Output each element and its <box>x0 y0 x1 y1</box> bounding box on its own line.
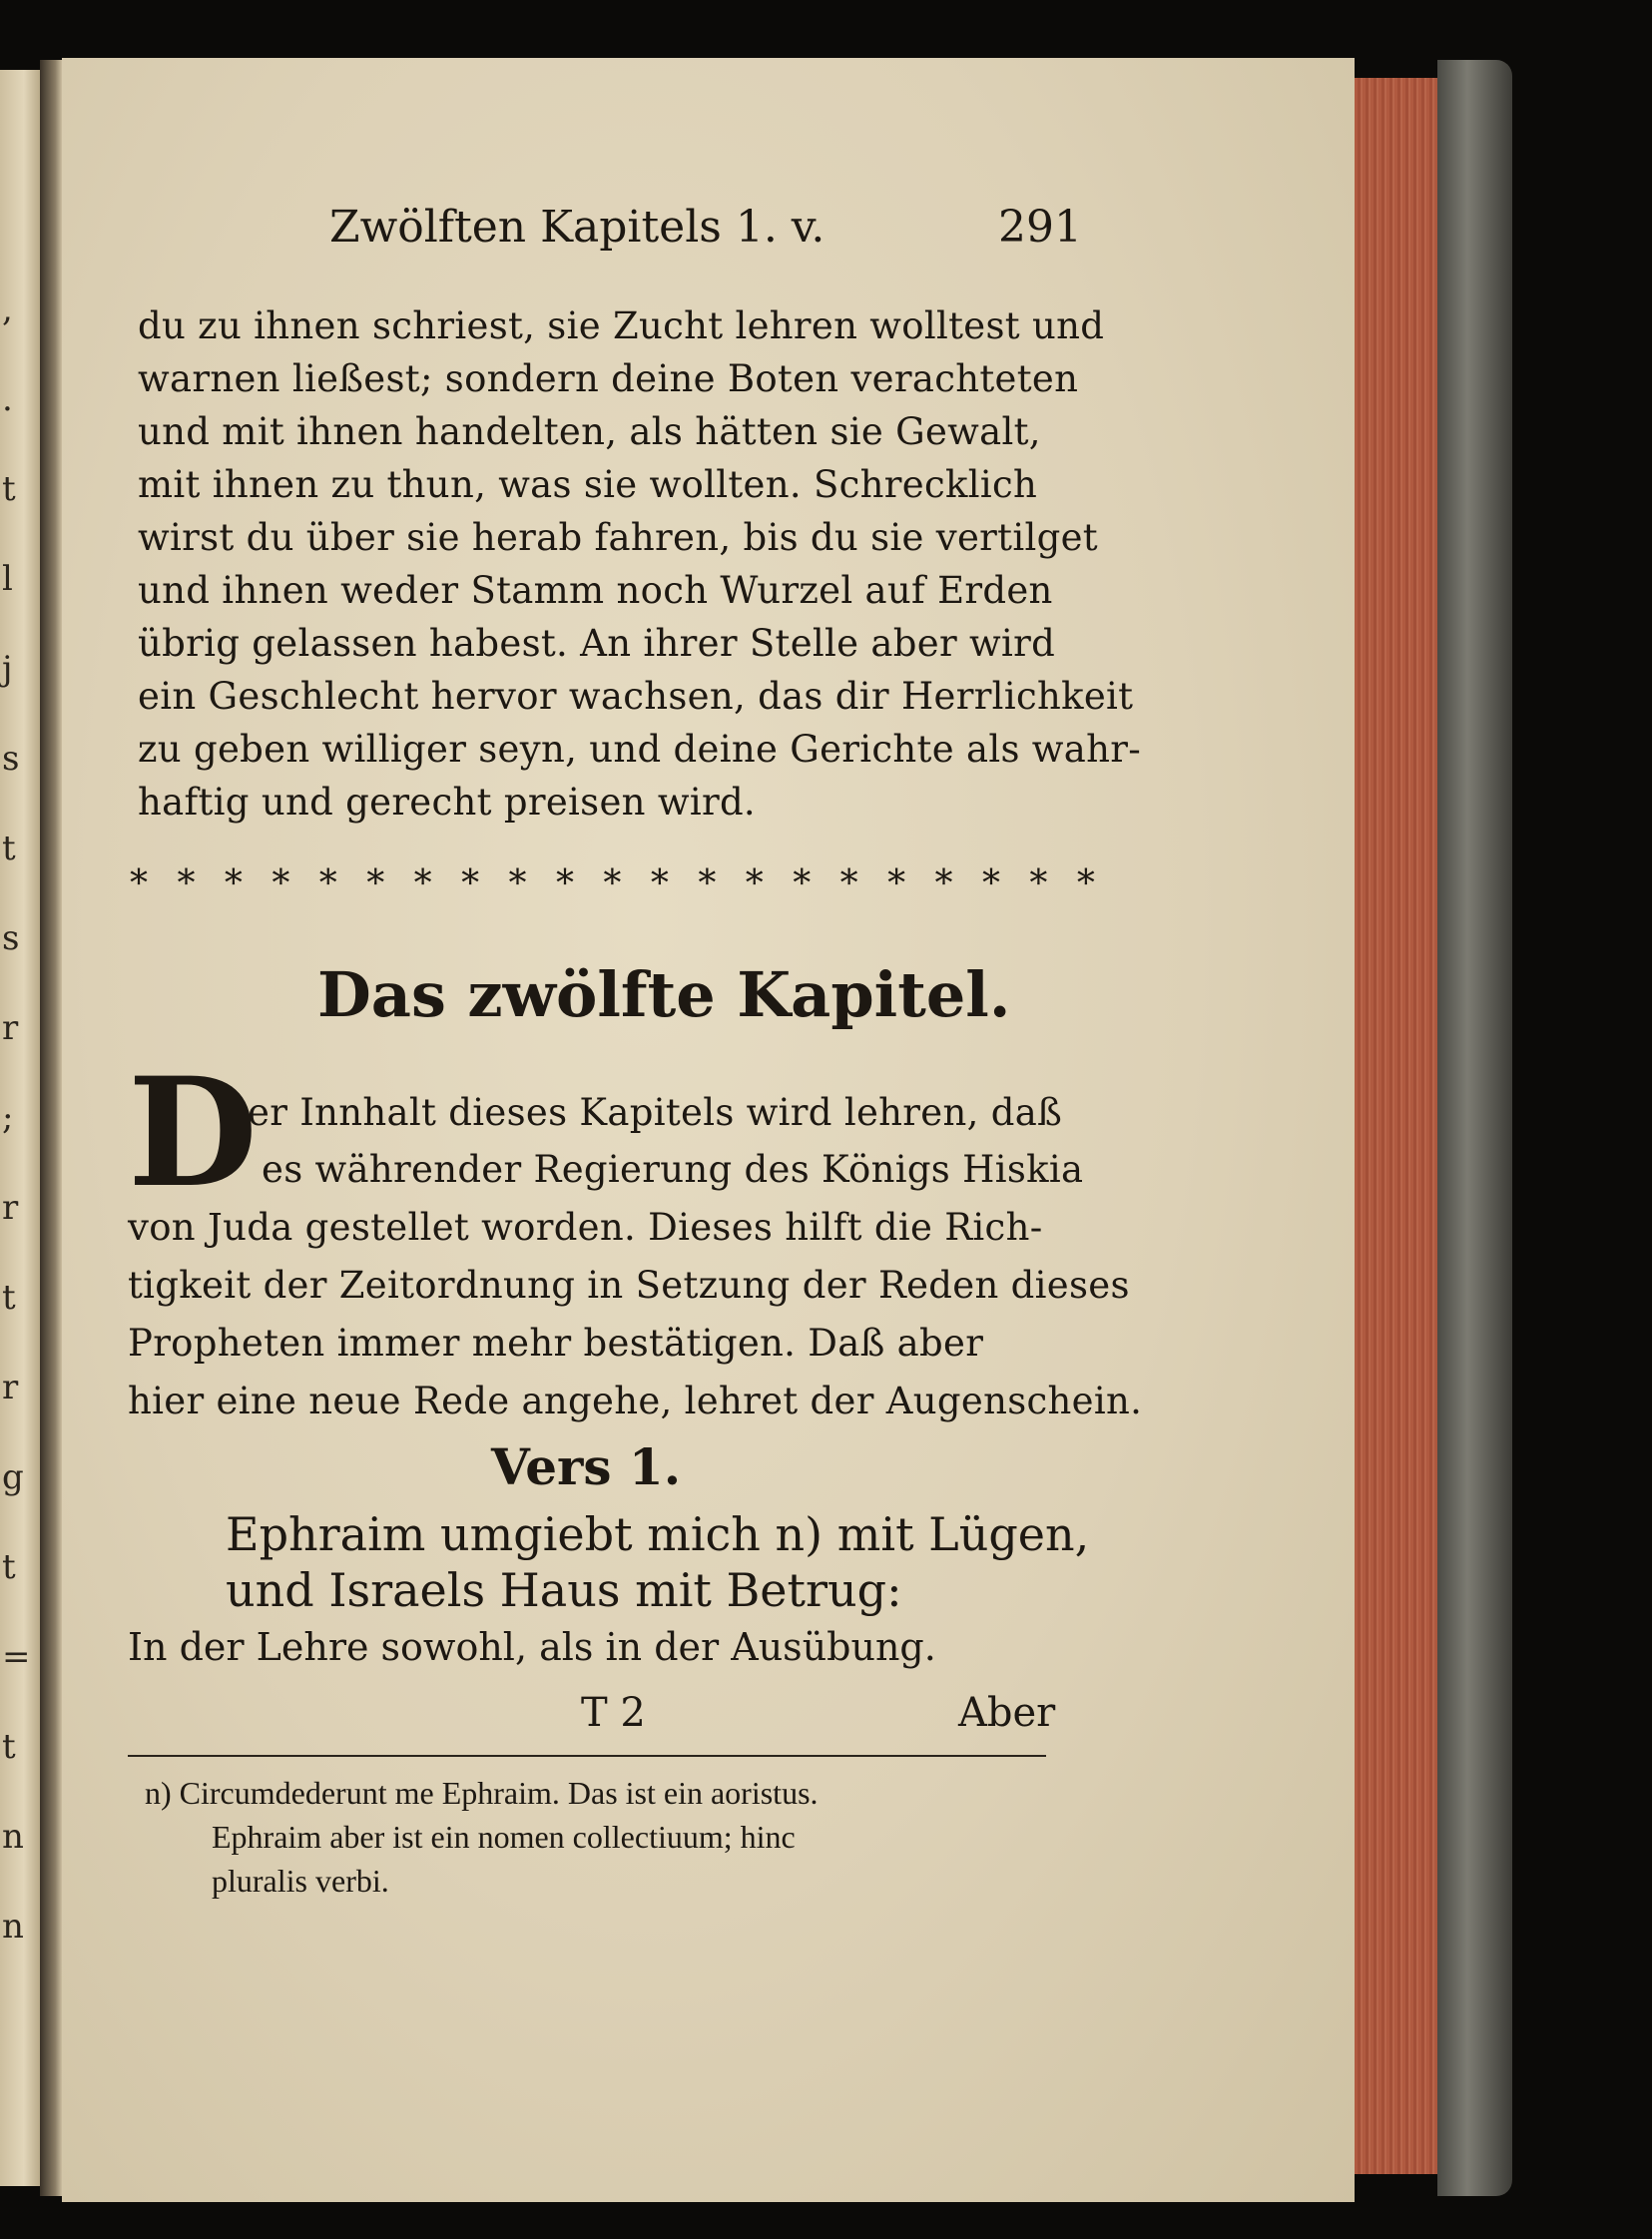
footnote-line: pluralis verbi. <box>212 1863 389 1899</box>
left-page-edge-char: t <box>2 1547 16 1587</box>
left-page-edge <box>0 70 40 2186</box>
footnote-line: n) Circumdederunt me Ephraim. Das ist ein aoristus. <box>145 1775 819 1811</box>
left-page-edge-char: t <box>2 469 16 509</box>
intro-line: er Innhalt dieses Kapitels wird lehren, daß <box>248 1091 1063 1134</box>
verse-heading: Vers 1. <box>491 1437 682 1496</box>
body-line: du zu ihnen schriest, sie Zucht lehren wolltest und <box>138 304 1105 347</box>
body-line: warnen ließest; sondern deine Boten verachteten <box>138 357 1079 400</box>
printer-signature: T 2 <box>581 1690 646 1736</box>
body-line: haftig und gerecht preisen wird. <box>138 781 756 824</box>
footnote-rule <box>128 1755 1046 1757</box>
footnote-line: Ephraim aber ist ein nomen collectiuum; hinc <box>212 1819 796 1855</box>
left-page-edge-char: ; <box>2 1098 14 1138</box>
verse-line: Ephraim umgiebt mich n) mit Lügen, <box>226 1507 1090 1561</box>
body-line: ein Geschlecht hervor wachsen, das dir Herrlichkeit <box>138 675 1134 718</box>
running-title: Zwölften Kapitels 1. v. <box>329 202 826 253</box>
intro-line: Propheten immer mehr bestätigen. Daß aber <box>128 1322 984 1365</box>
catchword: Aber <box>958 1690 1056 1736</box>
left-page-edge-char: r <box>2 1368 19 1407</box>
book-gutter <box>40 60 62 2196</box>
gloss-line: In der Lehre sowohl, als in der Ausübung. <box>128 1625 936 1669</box>
intro-line: hier eine neue Rede angehe, lehret der Augenschein. <box>128 1380 1143 1422</box>
left-page-edge-char: t <box>2 829 16 868</box>
left-page-edge-char: l <box>2 559 13 599</box>
left-page-edge-char: s <box>2 918 20 958</box>
body-line: und ihnen weder Stamm noch Wurzel auf Erden <box>138 569 1053 612</box>
left-page-edge-char: t <box>2 1727 16 1767</box>
body-line: mit ihnen zu thun, was sie wollten. Schrecklich <box>138 463 1038 506</box>
drop-cap: D <box>128 1045 259 1221</box>
left-page-edge-char: r <box>2 1188 19 1228</box>
intro-line: von Juda gestellet worden. Dieses hilft die Rich- <box>128 1206 1043 1249</box>
left-page-edge-char: n <box>2 1907 24 1947</box>
left-page-edge-char: t <box>2 1278 16 1318</box>
left-page-edge-char: . <box>2 379 13 419</box>
left-page-edge-char: , <box>2 289 13 329</box>
intro-line: tigkeit der Zeitordnung in Setzung der Reden dieses <box>128 1264 1130 1307</box>
left-page-edge-char: r <box>2 1008 19 1048</box>
book-cover-edge <box>1437 60 1512 2196</box>
verse-line: und Israels Haus mit Betrug: <box>226 1563 902 1617</box>
left-page-edge-char: j <box>2 649 13 689</box>
page-number: 291 <box>998 202 1082 253</box>
body-line: zu geben williger seyn, und deine Gerichte als wahr- <box>138 728 1142 771</box>
left-page-edge-char: = <box>2 1637 31 1677</box>
left-page-edge-char: s <box>2 739 20 779</box>
chapter-title: Das zwölfte Kapitel. <box>317 958 1011 1031</box>
left-page-edge-char: g <box>2 1457 24 1497</box>
body-line: und mit ihnen handelten, als hätten sie Gewalt, <box>138 410 1041 453</box>
left-page-edge-char: n <box>2 1817 24 1857</box>
body-line: übrig gelassen habest. An ihrer Stelle aber wird <box>138 622 1056 665</box>
intro-line: es währender Regierung des Königs Hiskia <box>262 1148 1084 1191</box>
body-line: wirst du über sie herab fahren, bis du sie vertilget <box>138 516 1098 559</box>
ornamental-star-rule: * * * * * * * * * * * * * * * * * * * * * <box>130 863 1104 904</box>
